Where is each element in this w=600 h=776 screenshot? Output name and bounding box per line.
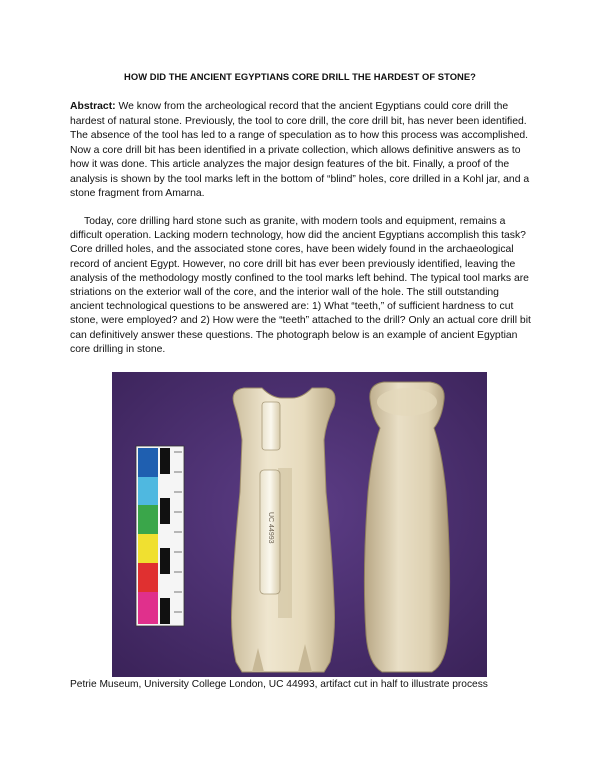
abstract-label: Abstract:	[70, 101, 116, 112]
svg-text:UC 44993: UC 44993	[267, 512, 274, 544]
body-paragraph: Today, core drilling hard stone such as granite, with modern tools and equipment, remains a difficult operation. Lacking modern technology, how did the ancient Egyptians accomplish this task? Core drilled holes, and the associated stone cores, have been widely found in the archaeological record of ancient Egypt. However, no core drill bit has ever been previously identified, leaving the analysis of the methodology mostly confined to the tool marks left behind. The typical tool marks are striations on the exterior wall of the core, and the interior wall of the hole. The still outstanding ancient technological questions to be answered are: 1) What “teeth,” of sufficient hardness to cut stone, were employed? and 2) How were the “teeth” attached to the drill? Only an actual core drill bit can definitively answer these questions. The photograph below is an example of ancient Egyptian core drilling in stone.	[70, 216, 531, 355]
small-stone-core	[262, 402, 280, 450]
abstract-text: We know from the archeological record that the ancient Egyptians could core drill the hardest of natural stone. Previously, the tool to core drill, the core drill bit, has never been identified. The absence of the tool has led to a range of speculation as to how this process was accomplished. Now a core drill bit has been identified in a private collection, which allows definitive answers as to how it was done. This article analyzes the major design features of the bit. Finally, a proof of the analysis is shown by the tool marks left in the bottom of “blind” holes, core drilled in a Kohl jar, and a stone fragment from Amarna.	[70, 101, 530, 199]
photo-caption: Petrie Museum, University College London, UC 44993, artifact cut in half to illustrate process	[70, 679, 488, 690]
color-scale-bar	[136, 446, 184, 626]
paper-title: HOW DID THE ANCIENT EGYPTIANS CORE DRILL THE HARDEST OF STONE?	[124, 71, 476, 82]
artifact-photograph	[112, 372, 487, 677]
cut-vessel-half	[232, 388, 336, 672]
abstract-paragraph	[70, 100, 532, 202]
